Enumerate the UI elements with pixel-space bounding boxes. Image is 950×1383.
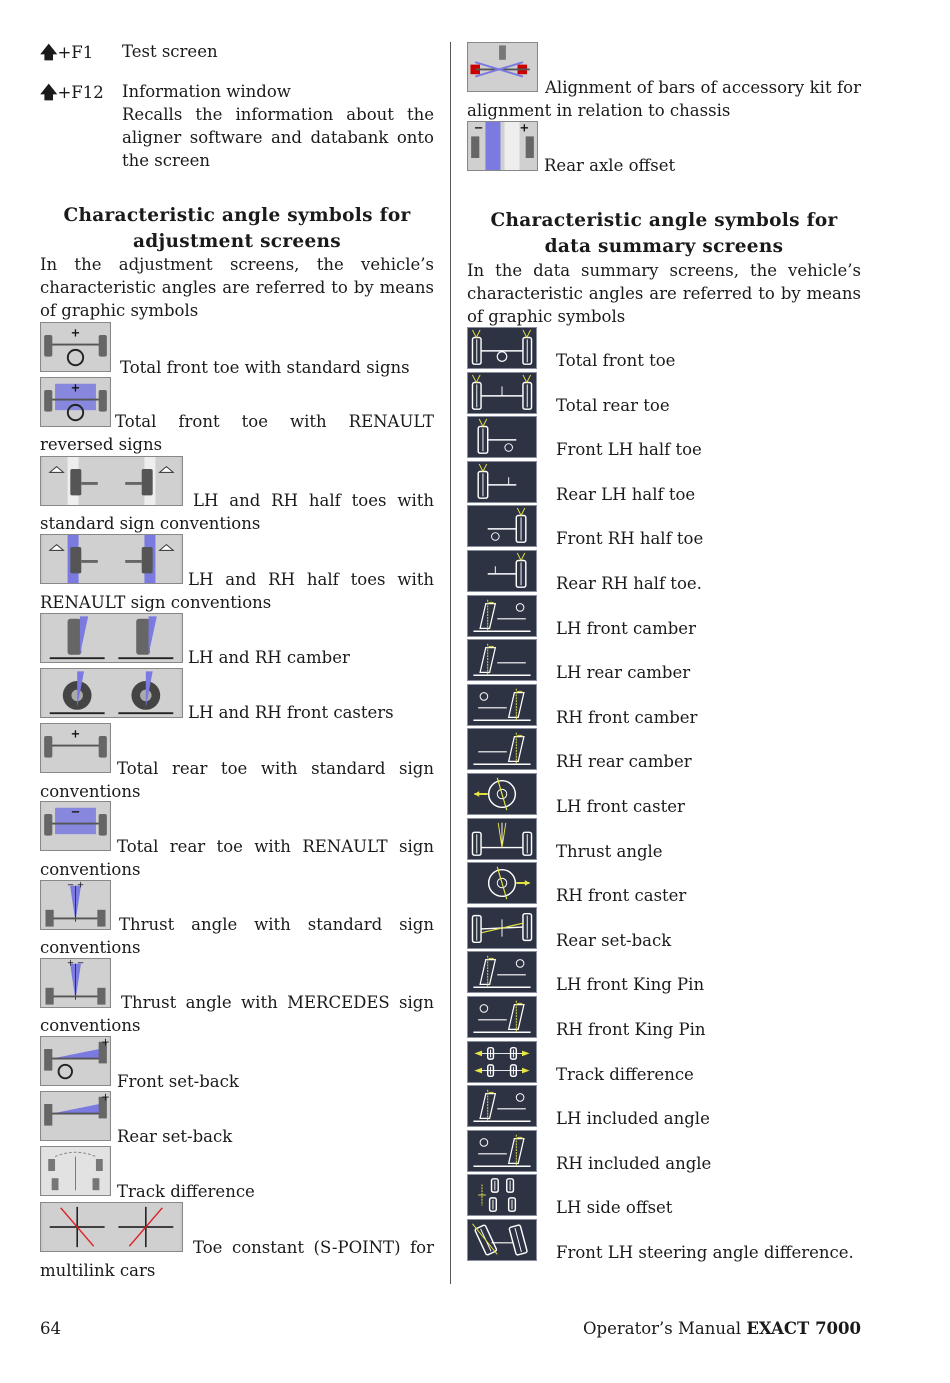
summary-symbol-label: Track difference: [556, 1065, 694, 1084]
summary-symbol-label: Total front toe: [556, 351, 676, 370]
summary-symbol-label: LH front camber: [556, 619, 696, 638]
page-number: 64: [40, 1319, 61, 1338]
summary-rear-rh-half-toe-icon: [467, 550, 537, 592]
adjustment-symbol-label: Thrust angle with MERCEDES sign conventions: [40, 993, 434, 1035]
adjustment-symbol-label: Total rear toe with standard sign conventions: [40, 759, 434, 801]
accessory-symbol-label: Rear axle offset: [544, 156, 676, 175]
adjustment-symbol-label: LH and RH half toes with RENAULT sign conventions: [40, 570, 434, 612]
summary-rh-king-pin-icon: [467, 996, 537, 1038]
shift-arrow-icon: 🡅: [40, 83, 58, 103]
summary-lh-king-pin-icon: [467, 951, 537, 993]
summary-symbol-label: RH rear camber: [556, 752, 692, 771]
summary-front-rh-half-toe-icon: [467, 505, 537, 547]
svg-text:+: +: [70, 726, 81, 741]
summary-rh-included-angle-icon: [467, 1130, 537, 1172]
summary-symbol-label: RH front King Pin: [556, 1020, 706, 1039]
summary-symbol-label: LH side offset: [556, 1198, 673, 1217]
summary-total-front-toe-icon: [467, 327, 537, 369]
summary-symbol-label: Front LH half toe: [556, 440, 702, 459]
summary-lh-included-angle-icon: [467, 1085, 537, 1127]
summary-symbol-label: RH front caster: [556, 886, 687, 905]
product-name: EXACT 7000: [746, 1319, 861, 1338]
adjustment-symbol-label: Total front toe with standard signs: [120, 358, 410, 377]
svg-text:−: −: [70, 804, 81, 819]
key-title: Information window: [122, 82, 291, 101]
summary-symbol-label: Total rear toe: [556, 396, 670, 415]
key-description-f1: [122, 40, 434, 63]
footer-manual-title: [583, 1319, 861, 1338]
svg-text:+: +: [70, 325, 81, 340]
summary-thrust-angle-icon: [467, 818, 537, 860]
summary-intro: In the data summary screens, the vehicle’s characteristic angles are referred to by means of graphic symbols: [467, 261, 861, 326]
svg-text:+: +: [519, 122, 530, 135]
adjustment-symbol-label: Rear set-back: [117, 1127, 233, 1146]
svg-text:+: +: [101, 1037, 110, 1049]
shift-arrow-icon: 🡅: [40, 43, 58, 63]
summary-symbol-label: LH included angle: [556, 1109, 710, 1128]
summary-symbol-label: Front LH steering angle difference.: [556, 1243, 854, 1262]
key-shortcut-f12: [40, 80, 104, 109]
svg-text:+ −: + −: [66, 959, 85, 969]
summary-rear-lh-half-toe-icon: [467, 461, 537, 503]
summary-rh-front-caster-icon: [467, 862, 537, 904]
column-divider: [450, 42, 451, 1284]
summary-heading: Characteristic angle symbols for data summary screens: [490, 210, 838, 257]
summary-rear-set-back-icon: [467, 907, 537, 949]
svg-text:− +: − +: [66, 881, 85, 891]
adjustment-heading: Characteristic angle symbols for adjustment screens: [63, 205, 411, 252]
summary-symbol-label: Thrust angle: [556, 842, 663, 861]
key-title: Test screen: [122, 42, 218, 61]
key-description-f12: [122, 80, 434, 172]
accessory-symbol-label: Alignment of bars of accessory kit for alignment in relation to chassis: [467, 78, 861, 120]
summary-symbol-label: LH front caster: [556, 797, 685, 816]
summary-rh-front-camber-icon: [467, 684, 537, 726]
adjustment-intro: In the adjustment screens, the vehicle’s characteristic angles are referred to by means of graphic symbols: [40, 255, 434, 320]
summary-track-difference-icon: [467, 1041, 537, 1083]
summary-front-lh-half-toe-icon: [467, 416, 537, 458]
key-shortcut-f1: [40, 40, 93, 69]
key-desc: Recalls the information about the aligner software and databank onto the screen: [122, 105, 434, 170]
adjustment-symbol-label: Total front toe with RENAULT reversed signs: [40, 412, 434, 454]
summary-symbol-label: LH rear camber: [556, 663, 691, 682]
svg-text:+: +: [101, 1092, 110, 1104]
svg-text:−: −: [473, 122, 484, 135]
adjustment-symbol-label: Track difference: [117, 1182, 255, 1201]
adjustment-symbol-label: Front set-back: [117, 1072, 239, 1091]
summary-symbol-label: Front RH half toe: [556, 529, 704, 548]
summary-symbol-label: Rear LH half toe: [556, 485, 696, 504]
summary-lh-side-offset-icon: [467, 1174, 537, 1216]
summary-steering-angle-difference-icon: [467, 1219, 537, 1261]
summary-symbol-label: Rear RH half toe.: [556, 574, 702, 593]
manual-label: Operator’s Manual: [582, 1319, 742, 1338]
adjustment-symbol-label: Thrust angle with standard sign conventions: [40, 915, 434, 957]
summary-symbol-label: LH front King Pin: [556, 975, 705, 994]
summary-total-rear-toe-icon: [467, 372, 537, 414]
svg-text:+: +: [70, 380, 81, 395]
key-combo: +F1: [57, 43, 94, 62]
adjustment-symbol-label: LH and RH camber: [188, 648, 350, 667]
summary-symbol-label: RH included angle: [556, 1154, 712, 1173]
adjustment-symbol-label: Toe constant (S-POINT) for multilink cars: [40, 1238, 434, 1280]
summary-symbol-label: Rear set-back: [556, 931, 672, 950]
key-combo: +F12: [57, 83, 104, 102]
summary-symbol-label: RH front camber: [556, 708, 698, 727]
summary-lh-front-camber-icon: [467, 595, 537, 637]
summary-lh-rear-camber-icon: [467, 639, 537, 681]
summary-rh-rear-camber-icon: [467, 728, 537, 770]
adjustment-symbol-label: Total rear toe with RENAULT sign conventions: [40, 837, 434, 879]
summary-lh-front-caster-icon: [467, 773, 537, 815]
adjustment-symbol-label: LH and RH front casters: [188, 703, 394, 722]
adjustment-symbol-label: LH and RH half toes with standard sign conventions: [40, 491, 434, 533]
